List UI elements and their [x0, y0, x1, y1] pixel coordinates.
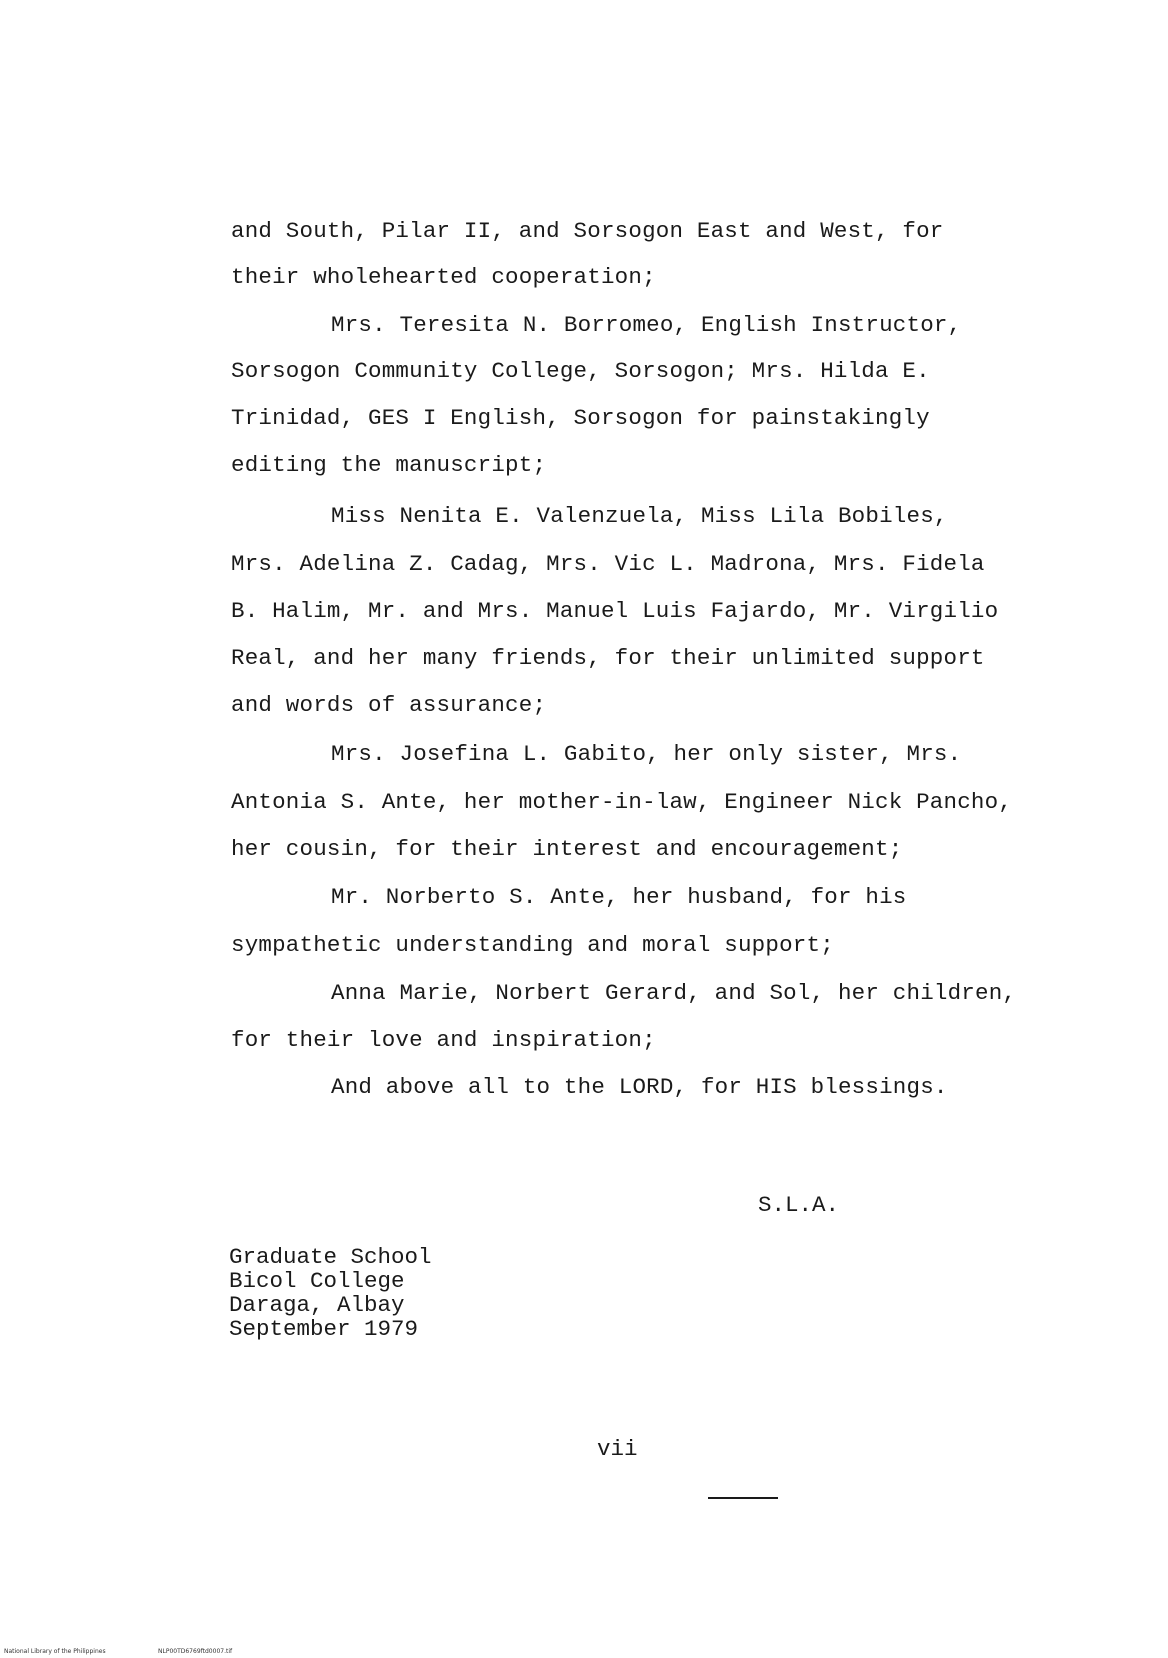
page-number: vii [597, 1436, 638, 1462]
body-line-16: sympathetic understanding and moral support; [231, 932, 834, 958]
body-line-12: Mrs. Josefina L. Gabito, her only sister, Mrs. [331, 741, 962, 767]
body-line-13: Antonia S. Ante, her mother-in-law, Engineer Nick Pancho, [231, 789, 1013, 815]
body-line-2: their wholehearted cooperation; [231, 264, 656, 290]
body-line-15: Mr. Norberto S. Ante, her husband, for his [331, 884, 907, 910]
address-line-1: Graduate School [229, 1244, 432, 1270]
signature-initials: S.L.A. [758, 1192, 840, 1218]
body-line-17: Anna Marie, Norbert Gerard, and Sol, her children, [331, 980, 1017, 1006]
address-line-3: Daraga, Albay [229, 1292, 405, 1318]
body-line-7: Miss Nenita E. Valenzuela, Miss Lila Bobiles, [331, 503, 948, 529]
body-line-19: And above all to the LORD, for HIS blessings. [331, 1074, 948, 1100]
footer-file-name: NLP00TD6769ftd0007.tif [158, 1648, 233, 1655]
body-line-4: Sorsogon Community College, Sorsogon; Mrs. Hilda E. [231, 358, 930, 384]
body-line-8: Mrs. Adelina Z. Cadag, Mrs. Vic L. Madrona, Mrs. Fidela [231, 551, 985, 577]
footer-library-name: National Library of the Philippines [4, 1648, 106, 1655]
body-line-3: Mrs. Teresita N. Borromeo, English Instructor, [331, 312, 962, 338]
body-line-1: and South, Pilar II, and Sorsogon East and West, for [231, 218, 944, 244]
body-line-6: editing the manuscript; [231, 452, 547, 478]
address-line-2: Bicol College [229, 1268, 405, 1294]
body-line-5: Trinidad, GES I English, Sorsogon for painstakingly [231, 405, 930, 431]
body-line-10: Real, and her many friends, for their unlimited support [231, 645, 985, 671]
body-line-18: for their love and inspiration; [231, 1027, 656, 1053]
body-line-14: her cousin, for their interest and encouragement; [231, 836, 903, 862]
page-number-rule [708, 1497, 778, 1499]
body-line-9: B. Halim, Mr. and Mrs. Manuel Luis Fajardo, Mr. Virgilio [231, 598, 999, 624]
address-line-4: September 1979 [229, 1316, 419, 1342]
body-line-11: and words of assurance; [231, 692, 547, 718]
